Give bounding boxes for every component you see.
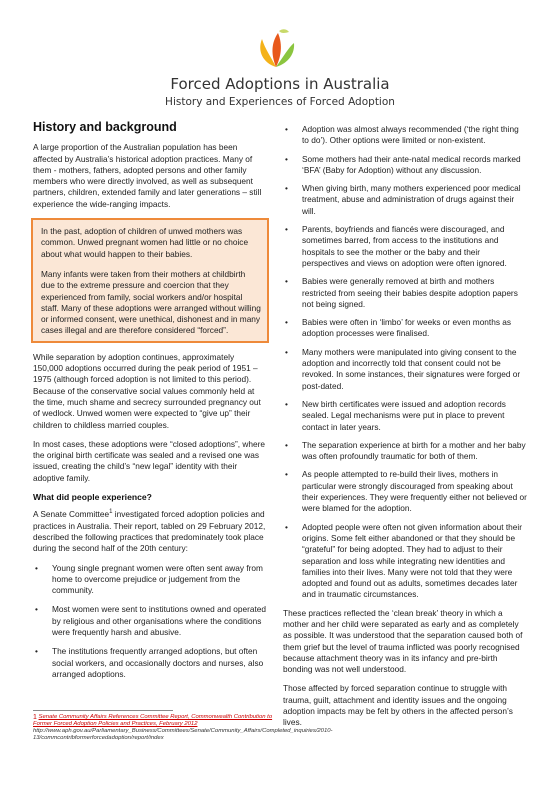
right-column: [283, 124, 527, 737]
callout-box: [31, 218, 269, 343]
list-item: • Most women were sent to institutions owned and operated by religious and other organisations where the conditions were frequently harsh and abusive.: [33, 604, 266, 638]
list-item: • Young single pregnant women were often sent away from home to overcome prejudice or judgement from the community.: [33, 563, 266, 597]
right-bullet-list: [283, 124, 527, 601]
list-item: • Babies were often in ‘limbo’ for weeks or even months as adoption processes were finalised.: [283, 317, 527, 340]
section-heading: History and background: [33, 120, 177, 134]
list-item: • Adopted people were often not given information about their origins. Some felt either abandoned or that they should be “grateful” for being adopted. They had to adjust to their separation and loss while integrating new identities and families into their lives. Many were not told that they were adopted and found out as adults, sometimes decades later and in traumatic circumstances.: [283, 522, 527, 601]
list-item: • Babies were generally removed at birth and mothers restricted from seeing their babies despite adoption papers not being signed.: [283, 276, 527, 310]
list-item: • As people attempted to re-build their lives, mothers in particular were strongly discouraged from speaking about their experiences. They were frequently either not believed or were blamed for the adoption.: [283, 469, 527, 514]
list-item: • The institutions frequently arranged adoptions, but often social workers, and occasionally doctors and nurses, also arranged adoptions.: [33, 646, 266, 680]
list-item: • Many mothers were manipulated into giving consent to the adoption and incorrectly told that consent could not be revoked. In some instances, their signatures were forged or post-dated.: [283, 347, 527, 392]
right-paragraph-1: These practices reflected the ‘clean break’ theory in which a mother and her child were separated as early and as completely as possible. It was understood that the separation caused both of them grief but the level of trauma inflicted was poorly recognised because attachment theory was in its infancy and pre-birth bonding was not well understood.: [283, 607, 523, 675]
list-item: • Some mothers had their ante-natal medical records marked ‘BFA’ (Baby for Adoption) without any discussion.: [283, 154, 527, 177]
document-title: Forced Adoptions in Australia: [170, 75, 390, 93]
footnote-divider: [33, 710, 173, 711]
right-paragraph-2: Those affected by forced separation continue to struggle with trauma, guilt, attachment and identity issues and the ongoing adoption impacts may be felt by others in the affected person’s lives.: [283, 683, 513, 728]
body-paragraph-4: [33, 509, 266, 554]
para4-text-before: A Senate Committee: [33, 509, 110, 520]
list-item: • Adoption was almost always recommended (‘the right thing to do’). Other options were limited or non-existent.: [283, 124, 527, 147]
intro-paragraph: A large proportion of the Australian population has been affected by Australia’s historical adoption practices. Many of them - mothers, fathers, adopted persons and other family members who were directly involved, as well as subsequent partners, children, extended family and later generations – still experience the wide-ranging impacts.: [33, 142, 262, 209]
footnote-link[interactable]: Senate Community Affairs References Committee Report, Commonwealth Contribution to Former Forced Adoption Policies and Practices, February 2012: [33, 714, 273, 728]
para4-text-after: investigated forced adoption policies and practices in Australia. Their report, tabled on 29 February 2012, described the following practices that predominately took place during the second half of the 20th century:: [33, 509, 266, 554]
left-bullet-list: [33, 563, 266, 681]
callout-paragraph-2: Many infants were taken from their mothers at childbirth due to the extreme pressure and coercion that they experienced from family, social workers and/or hospital staff. Many of these adoptions were arranged without willing or informed consent, were unethical, dishonest and in many cases illegal and are therefore considered “forced”.: [41, 268, 261, 336]
footnote-number: 1: [33, 714, 37, 721]
footnote-ref[interactable]: 1: [109, 509, 113, 516]
body-paragraph-3: In most cases, these adoptions were “closed adoptions”, where the original birth certificate was sealed and a revised one was issued, creating the child’s “new legal” identity with their adoptive family.: [33, 438, 265, 483]
left-column: [33, 122, 266, 688]
footnote: [33, 710, 333, 742]
subheading: What did people experience?: [33, 492, 152, 503]
logo-icon: [253, 27, 299, 69]
document-subtitle: History and Experiences of Forced Adoption: [165, 96, 395, 108]
list-item: • When giving birth, many mothers experienced poor medical treatment, abuse and administration of drugs against their will.: [283, 183, 527, 217]
footnote-url[interactable]: http://www.aph.gov.au/Parliamentary_Business/Committees/Senate/Community_Affairs/Completed_inquiries/2010-13/commcontribformerforcedadoption/report/index: [33, 728, 333, 742]
list-item: • The separation experience at birth for a mother and her baby was often profoundly traumatic for both of them.: [283, 440, 527, 463]
body-paragraph-2: While separation by adoption continues, approximately 150,000 adoptions occurred during the peak period of 1951 – 1975 (although forced adoption is not limited to this period). Because of the conservative social values commonly held at the time, much shame and secrecy surrounded pregnancy out of wedlock. Unwed women were expected to “give up” their children to childless married couples.: [33, 351, 261, 430]
list-item: • Parents, boyfriends and fiancés were discouraged, and sometimes barred, from access to the institutions and hospitals to see the mother or the baby and their perspectives and views on adoption were often ignored.: [283, 224, 527, 269]
list-item: • New birth certificates were issued and adoption records sealed. Legal mechanisms were put in place to prevent contact in later years.: [283, 399, 527, 433]
callout-paragraph-1: In the past, adoption of children of unwed mothers was common. Unwed pregnant women had little or no choice about what would happen to their babies.: [41, 226, 249, 259]
